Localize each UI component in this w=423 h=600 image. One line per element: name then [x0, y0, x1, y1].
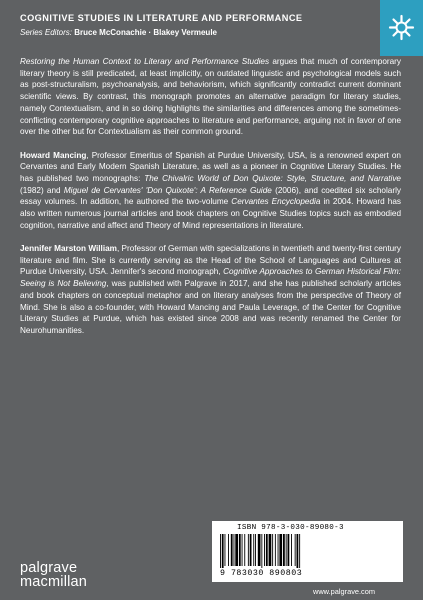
publisher-url: www.palgrave.com: [313, 587, 376, 596]
barcode-bar: [242, 534, 243, 566]
publisher-logo: [20, 561, 87, 589]
author-bio-mancing: Howard Mancing, Professor Emeritus of Spanish at Purdue University, USA, is a renowned expert on Cervantes and Early Modern Spanish Literature, as well as a pioneer in Cognitive Literary Studies. He has published two monographs: The Chivalric World of Don Quixote: Style, Structure, and Narrative (1982) and Miguel de Cervantes' 'Don Quixote': A Reference Guide (2006), and coedited six scholarly essay volumes. In addition, he authored the two-volume Cervantes Encyclopedia in 2004. Howard has also written numerous journal articles and book chapters on Cognitive Studies topics such as embodied cognition, narrative and affect and Theory of Mind representations in literature.: [20, 150, 401, 230]
barcode-bar: [295, 534, 296, 566]
barcode-bar: [278, 534, 279, 566]
star-burst-icon: [387, 13, 416, 42]
isbn-label: ISBN 978-3-030-89080-3: [237, 524, 344, 532]
barcode-bar: [222, 534, 224, 568]
author-name: Jennifer Marston William: [20, 244, 117, 254]
barcode-bar: [264, 534, 265, 566]
barcode-bar: [272, 534, 273, 566]
publisher-line2: macmillan: [20, 574, 88, 590]
isbn-digits: 9 783030 890803: [220, 569, 303, 578]
series-title: COGNITIVE STUDIES IN LITERATURE AND PERFORMANCE: [20, 13, 303, 23]
publisher-line1: palgrave: [20, 560, 78, 576]
barcode: [220, 534, 320, 568]
barcode-bar: [231, 534, 233, 566]
author-bio-william: Jennifer Marston William, Professor of German with specializations in twentieth and twenty-first century literature and film. She is currently serving as the Head of the School of Languages and Cultures at Purdue University, USA. Jennifer's second monograph, Cognitive Approaches to German Historical Film: Seeing is Not Believing, was published with Palgrave in 2017, and she has published scholarly articles and book chapters on conceptual metaphor and on literary analyses from the perspective of Theory of Mind. She is also a co-founder, with Howard Mancing and Paula Leverage, of the Center for Cognitive Literary Studies at Purdue, which has existed since 2008 and was recently renamed the Center for Neurohumanities.: [20, 244, 401, 335]
barcode-bar: [255, 534, 256, 566]
author-name: Howard Mancing: [20, 150, 87, 160]
barcode-bar: [261, 534, 262, 568]
editors-names: Bruce McConachie · Blakey Vermeule: [74, 28, 217, 37]
editors-label: Series Editors:: [20, 28, 73, 37]
series-editors: [20, 28, 217, 37]
book-description: Restoring the Human Context to Literary and Performance Studies argues that much of contemporary literary theory is still predicated, at least implicitly, on outdated linguistic and psychological models such as post-structuralism, psychoanalysis, and behaviorism, which significantly contradict current dominant scientific views. By contrast, this monograph promotes an alternative paradigm for literary studies, namely Contextualism, and in so doing highlights the similarities and differences among the sometimes-conflicting contemporary cognitive approaches to literature and performance, arguing not in favor of one over the other but for Contextualism as their common ground.: [20, 57, 401, 137]
series-logo-box: [380, 0, 423, 56]
barcode-bar: [239, 534, 241, 566]
barcode-bar: [288, 534, 290, 566]
barcode-bar: [235, 534, 238, 566]
barcode-bar: [225, 534, 226, 566]
barcode-bar: [269, 534, 272, 566]
blurb-text: [20, 56, 401, 348]
barcode-bar: [275, 534, 276, 566]
barcode-bar: [234, 534, 235, 566]
barcode-bar: [244, 534, 245, 566]
barcode-panel: [212, 521, 403, 582]
barcode-bar: [266, 534, 268, 566]
barcode-bar: [291, 534, 292, 566]
barcode-bar: [220, 534, 221, 568]
barcode-bar: [248, 534, 249, 566]
barcode-bar: [258, 534, 261, 566]
barcode-bar: [299, 534, 300, 568]
barcode-bar: [286, 534, 287, 566]
barcode-bar: [250, 534, 252, 566]
book-title: Restoring the Human Context to Literary and Performance Studies: [20, 57, 270, 66]
barcode-bar: [297, 534, 299, 568]
barcode-bar: [283, 534, 285, 566]
barcode-bar: [253, 534, 254, 566]
barcode-bar: [279, 534, 282, 566]
barcode-bar: [228, 534, 229, 566]
